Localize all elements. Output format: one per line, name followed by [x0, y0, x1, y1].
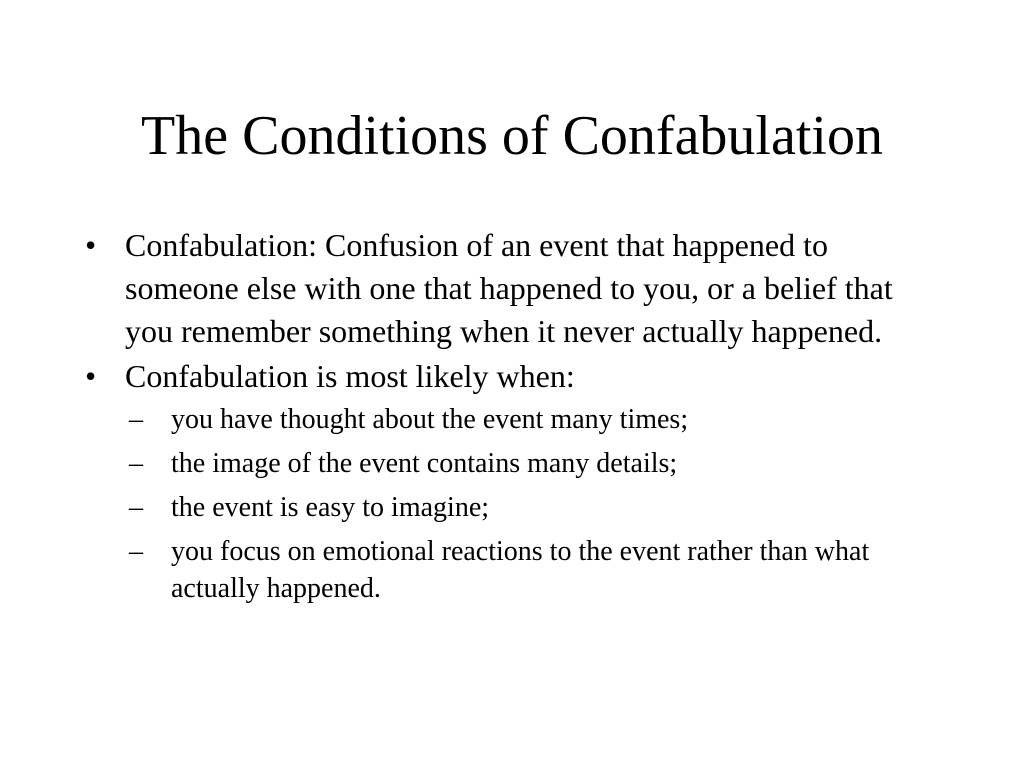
bullet-list	[85, 224, 945, 607]
sub-bullet-text: you have thought about the event many times;	[171, 404, 689, 435]
bullet-item-definition	[85, 224, 945, 353]
sub-bullet-list	[129, 401, 945, 607]
dash-marker: –	[129, 536, 143, 567]
sub-bullet-text: you focus on emotional reactions to the event rather than what actually happened.	[171, 536, 870, 604]
bullet-text: Confabulation: Confusion of an event that happened to someone else with one that happened to you, or a belief that you remember something when it never actually happened.	[125, 227, 893, 349]
sub-bullet-item	[129, 533, 945, 607]
bullet-marker: •	[85, 358, 97, 394]
dash-marker: –	[129, 404, 143, 435]
dash-marker: –	[129, 448, 143, 479]
slide-body	[85, 224, 945, 607]
sub-bullet-text: the image of the event contains many details;	[171, 448, 678, 479]
dash-marker: –	[129, 492, 143, 523]
bullet-text: Confabulation is most likely when:	[125, 358, 575, 394]
bullet-item-conditions	[85, 355, 945, 607]
bullet-marker: •	[85, 227, 97, 263]
sub-bullet-text: the event is easy to imagine;	[171, 492, 490, 523]
sub-bullet-item	[129, 401, 945, 438]
sub-bullet-item	[129, 489, 945, 526]
sub-bullet-item	[129, 445, 945, 482]
slide-title: The Conditions of Confabulation	[141, 105, 883, 167]
